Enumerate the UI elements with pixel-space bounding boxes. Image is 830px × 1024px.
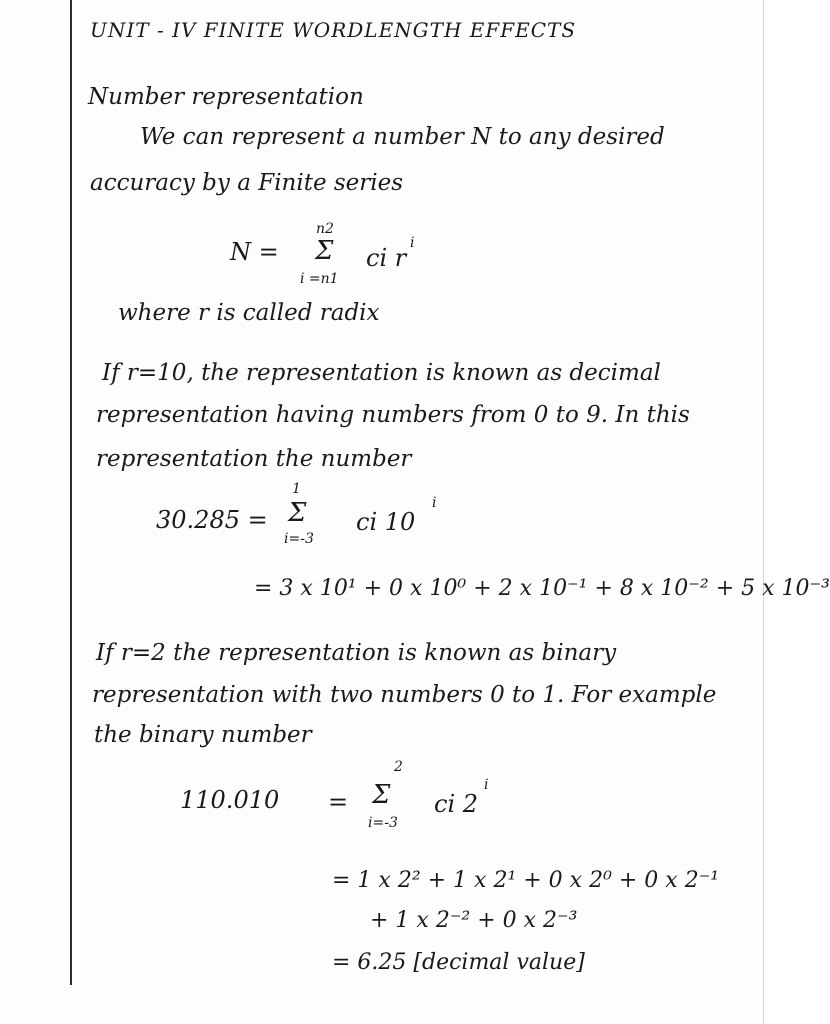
- page-edge: [763, 0, 764, 1024]
- para3-line1: If r=2 the representation is known as binary: [96, 640, 617, 666]
- eq5-decimal-result: = 6.25 [decimal value]: [332, 950, 585, 975]
- eq4-exponent: i: [484, 777, 489, 793]
- eq2-sigma: Σ: [288, 498, 307, 528]
- eq2-lower-limit: i=-3: [284, 531, 314, 547]
- eq4-lower-limit: i=-3: [368, 815, 398, 831]
- eq3-expansion: = 3 x 10¹ + 0 x 10⁰ + 2 x 10⁻¹ + 8 x 10⁻² + 5 x 10⁻³: [254, 576, 830, 601]
- eq1-lower-limit: i =n1: [300, 271, 339, 287]
- unit-title: UNIT - IV FINITE WORDLENGTH EFFECTS: [90, 18, 577, 42]
- eq1-upper-limit: n2: [316, 221, 334, 237]
- para1-line2: accuracy by a Finite series: [90, 170, 404, 196]
- eq2-term: ci 10: [356, 508, 416, 536]
- eq4-upper-limit: 2: [394, 759, 403, 775]
- section-heading: Number representation: [88, 84, 364, 110]
- eq4-sigma: Σ: [372, 780, 391, 810]
- eq2-upper-limit: 1: [292, 481, 301, 497]
- eq1-exponent: i: [410, 235, 415, 251]
- eq5-line1: = 1 x 2² + 1 x 2¹ + 0 x 2⁰ + 0 x 2⁻¹: [332, 868, 720, 893]
- eq4-term: ci 2: [434, 790, 479, 818]
- eq2-exponent: i: [432, 495, 437, 511]
- para2-line3: representation the number: [96, 446, 412, 472]
- para2-line2: representation having numbers from 0 to 9. In this: [96, 402, 690, 428]
- eq1-sigma: Σ: [315, 236, 334, 266]
- radix-note: where r is called radix: [118, 300, 380, 326]
- eq5-line2: + 1 x 2⁻² + 0 x 2⁻³: [370, 908, 578, 933]
- eq1-lhs: N =: [230, 238, 279, 266]
- eq4-lhs: 110.010: [180, 786, 280, 814]
- eq1-term: ci r: [366, 244, 407, 272]
- para1-line1: We can represent a number N to any desired: [140, 124, 665, 150]
- margin-line: [70, 0, 72, 985]
- para3-line2: representation with two numbers 0 to 1. For example: [92, 682, 717, 708]
- eq2-lhs: 30.285 =: [156, 506, 268, 534]
- para3-line3: the binary number: [94, 722, 312, 748]
- para2-line1: If r=10, the representation is known as decimal: [102, 360, 661, 386]
- eq4-equals: =: [328, 788, 349, 816]
